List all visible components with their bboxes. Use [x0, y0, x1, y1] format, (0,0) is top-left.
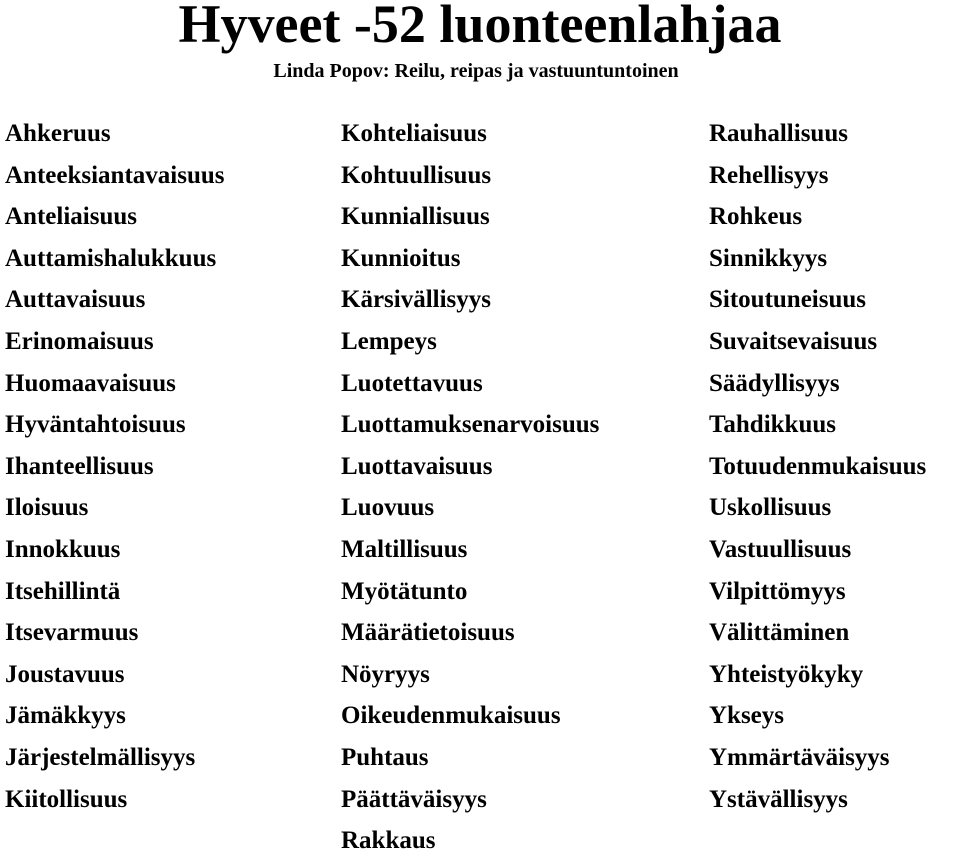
- virtue-item: Järjestelmällisyys: [5, 743, 196, 771]
- virtue-item: Innokkuus: [5, 535, 121, 563]
- virtue-item: Luovuus: [341, 494, 435, 522]
- virtue-item: Yhteistyökyky: [709, 660, 864, 688]
- virtue-item: Päättäväisyys: [341, 785, 487, 813]
- page-title: Hyveet -52 luonteenlahjaa: [178, 0, 782, 54]
- virtue-item: Luottavaisuus: [341, 452, 493, 480]
- virtue-item: Vastuullisuus: [709, 535, 852, 563]
- virtue-item: Sinnikkyys: [709, 244, 828, 272]
- virtue-item: Ystävällisyys: [709, 785, 848, 813]
- virtue-column-3: [709, 113, 926, 820]
- virtue-item: Nöyryys: [341, 660, 430, 688]
- virtue-item: Ymmärtäväisyys: [709, 743, 890, 771]
- virtue-item: Sitoutuneisuus: [709, 286, 867, 314]
- virtue-item: Rauhallisuus: [709, 120, 848, 147]
- virtue-item: Joustavuus: [5, 660, 125, 688]
- virtue-item: Ihanteellisuus: [5, 452, 154, 480]
- virtue-item: Rehellisyys: [709, 161, 829, 189]
- virtue-item: Välittäminen: [709, 619, 850, 647]
- virtue-item: Erinomaisuus: [5, 327, 154, 355]
- virtue-item: Totuudenmukaisuus: [709, 452, 927, 480]
- virtue-item: Ahkeruus: [5, 120, 111, 147]
- virtue-item: Kohteliaisuus: [341, 120, 487, 147]
- virtue-item: Itsevarmuus: [5, 619, 139, 647]
- virtue-item: Anteeksiantavaisuus: [5, 161, 225, 189]
- virtue-item: Rakkaus: [341, 827, 436, 855]
- virtue-item: Määrätietoisuus: [341, 619, 515, 647]
- virtue-item: Hyväntahtoisuus: [5, 411, 186, 439]
- virtue-item: Rohkeus: [709, 203, 803, 231]
- virtue-item: Auttamishalukkuus: [5, 244, 217, 272]
- virtue-item: Iloisuus: [5, 494, 89, 522]
- virtue-item: Lempeys: [341, 327, 437, 355]
- virtue-item: Kiitollisuus: [5, 785, 128, 813]
- virtue-item: Huomaavaisuus: [5, 369, 176, 397]
- virtue-item: Kohtuullisuus: [341, 161, 492, 189]
- virtue-item: Säädyllisyys: [709, 369, 840, 397]
- virtue-item: Kunniallisuus: [341, 203, 490, 231]
- virtue-column-1: [5, 113, 225, 820]
- virtue-item: Kärsivällisyys: [341, 286, 492, 314]
- virtue-item: Ykseys: [709, 702, 785, 730]
- virtue-item: Myötätunto: [341, 577, 468, 605]
- virtue-item: Anteliaisuus: [5, 203, 137, 231]
- virtue-item: Luottamuksenarvoisuus: [341, 411, 600, 439]
- virtue-item: Itsehillintä: [5, 577, 121, 605]
- virtue-item: Oikeudenmukaisuus: [341, 702, 561, 730]
- page-subtitle: Linda Popov: Reilu, reipas ja vastuuntuntoinen: [273, 60, 679, 82]
- virtue-item: Luotettavuus: [341, 369, 483, 397]
- virtue-item: Puhtaus: [341, 743, 429, 771]
- virtue-item: Jämäkkyys: [5, 702, 126, 730]
- virtue-column-2: [341, 113, 599, 862]
- virtue-item: Kunnioitus: [341, 244, 461, 272]
- virtue-item: Maltillisuus: [341, 535, 468, 563]
- virtue-item: Uskollisuus: [709, 494, 832, 522]
- virtue-item: Vilpittömyys: [709, 577, 846, 605]
- virtue-item: Suvaitsevaisuus: [709, 327, 878, 355]
- virtue-item: Auttavaisuus: [5, 286, 146, 314]
- virtue-item: Tahdikkuus: [709, 411, 836, 439]
